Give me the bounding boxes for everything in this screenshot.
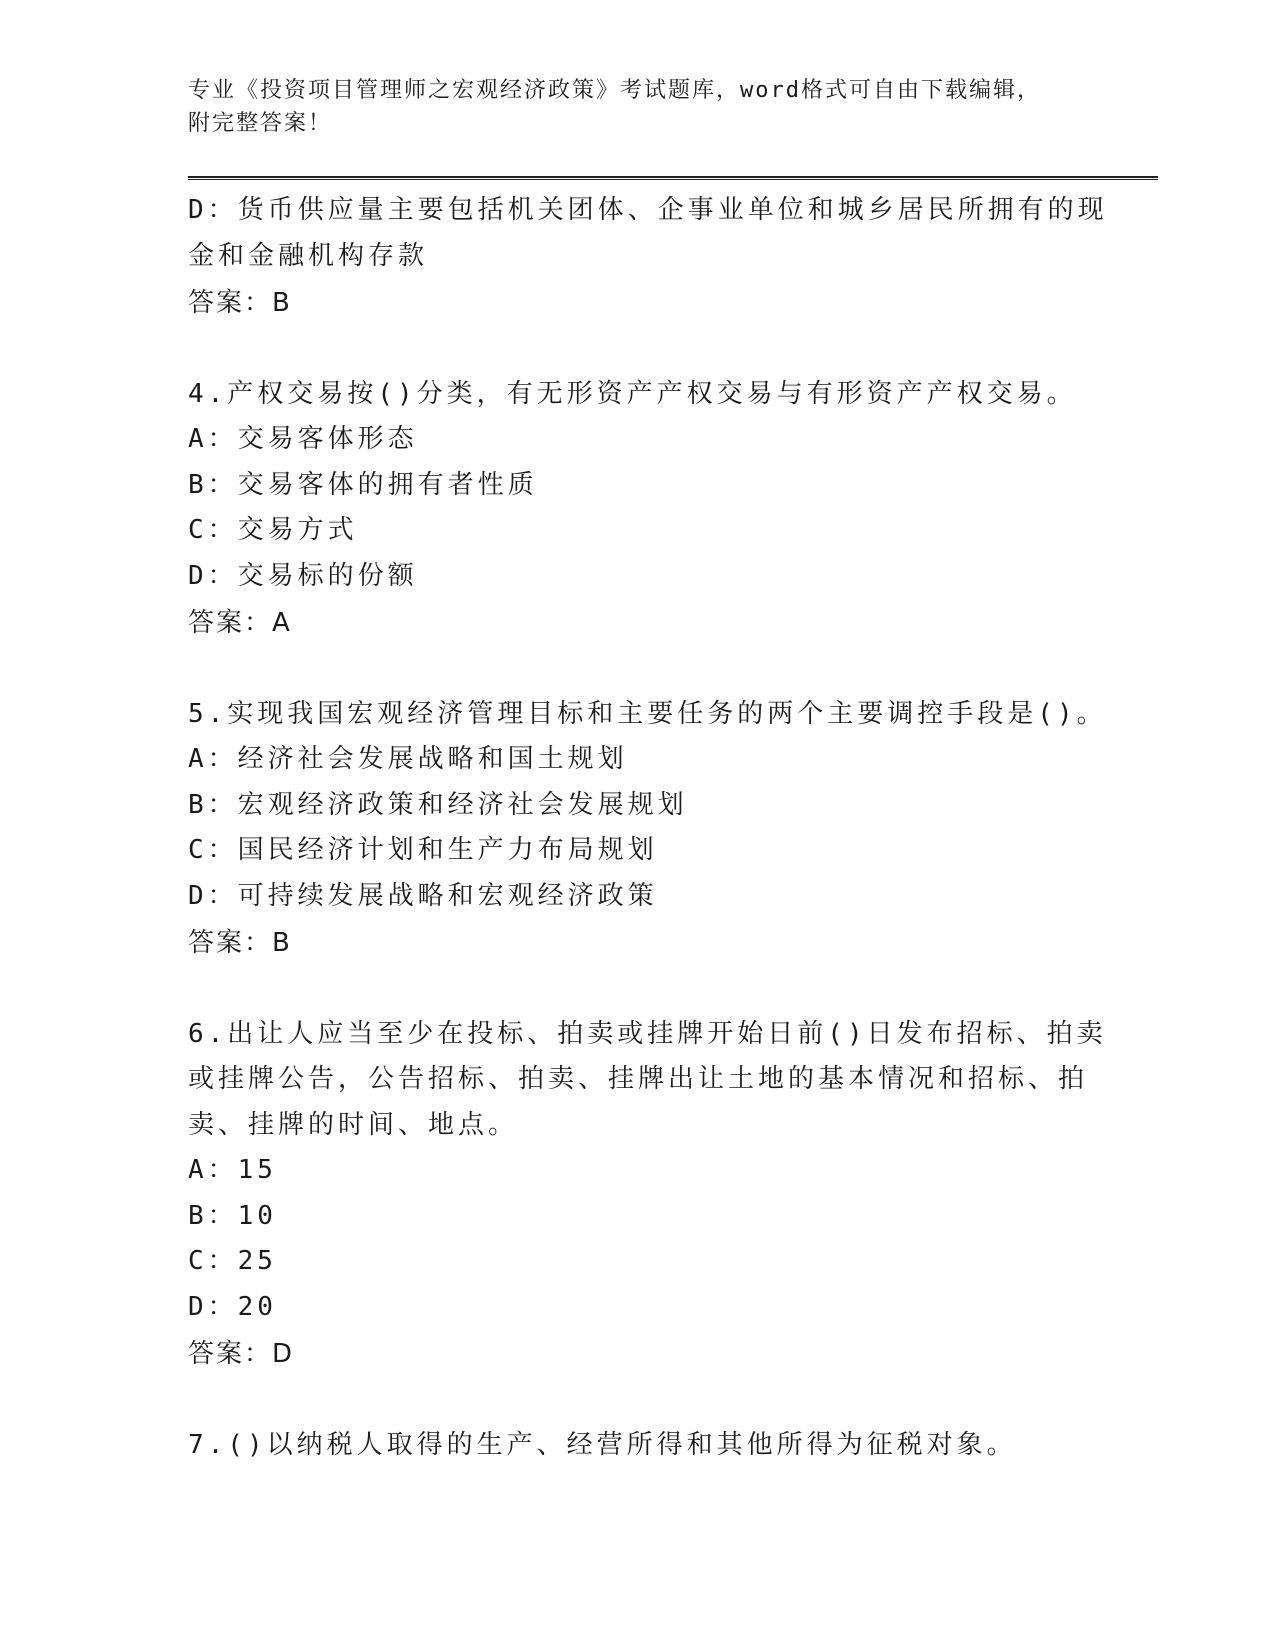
option-b: B：宏观经济政策和经济社会发展规划 xyxy=(188,789,688,820)
option-d: D：可持续发展战略和宏观经济政策 xyxy=(188,880,658,911)
header-line-1: 专业《投资项目管理师之宏观经济政策》考试题库，word格式可自由下载编辑， xyxy=(188,78,1041,103)
option-a: A：经济社会发展战略和国土规划 xyxy=(188,744,628,774)
question-6 xyxy=(188,1012,1107,1378)
option-c: C：交易方式 xyxy=(188,515,358,545)
option-a: A：15 xyxy=(188,1155,277,1185)
question-7 xyxy=(188,1423,1088,1469)
option-d: D：20 xyxy=(188,1291,277,1322)
question-list xyxy=(188,188,1108,1468)
option-b: B：交易客体的拥有者性质 xyxy=(188,469,538,500)
option-a: A：交易客体形态 xyxy=(188,424,418,454)
option-c: C：国民经济计划和生产力布局规划 xyxy=(188,835,658,865)
answer: 答案：B xyxy=(188,288,292,318)
spacer xyxy=(188,1378,1088,1423)
answer: 答案：B xyxy=(188,928,292,958)
question-stem: 6.出让人应当至少在投标、拍卖或挂牌开始日前()日发布招标、拍卖 xyxy=(188,1018,1107,1049)
spacer xyxy=(188,967,1088,1012)
option-d: D：交易标的份额 xyxy=(188,560,418,591)
question-3-tail xyxy=(188,188,1108,327)
header-line-2: 附完整答案！ xyxy=(188,111,333,136)
question-5 xyxy=(188,692,1107,967)
question-4 xyxy=(188,372,1088,647)
answer: 答案：A xyxy=(188,608,292,638)
option-b: B：10 xyxy=(188,1200,277,1231)
question-stem-continued: 卖、挂牌的时间、地点。 xyxy=(188,1109,519,1140)
question-stem-continued: 或挂牌公告，公告招标、拍卖、挂牌出让土地的基本情况和招标、拍 xyxy=(188,1064,1089,1094)
document-header xyxy=(188,74,1128,140)
option-d-continued: 金和金融机构存款 xyxy=(188,240,429,271)
option-d: D：货币供应量主要包括机关团体、企事业单位和城乡居民所拥有的现 xyxy=(188,195,1108,225)
question-stem: 7.()以纳税人取得的生产、经营所得和其他所得为征税对象。 xyxy=(188,1429,1017,1460)
spacer xyxy=(188,327,1088,372)
question-stem: 4.产权交易按()分类，有无形资产产权交易与有形资产产权交易。 xyxy=(188,378,1077,409)
header-divider xyxy=(188,176,1158,180)
spacer xyxy=(188,647,1088,692)
question-stem: 5.实现我国宏观经济管理目标和主要任务的两个主要调控手段是()。 xyxy=(188,698,1107,729)
answer: 答案：D xyxy=(188,1339,295,1369)
option-c: C：25 xyxy=(188,1246,277,1276)
